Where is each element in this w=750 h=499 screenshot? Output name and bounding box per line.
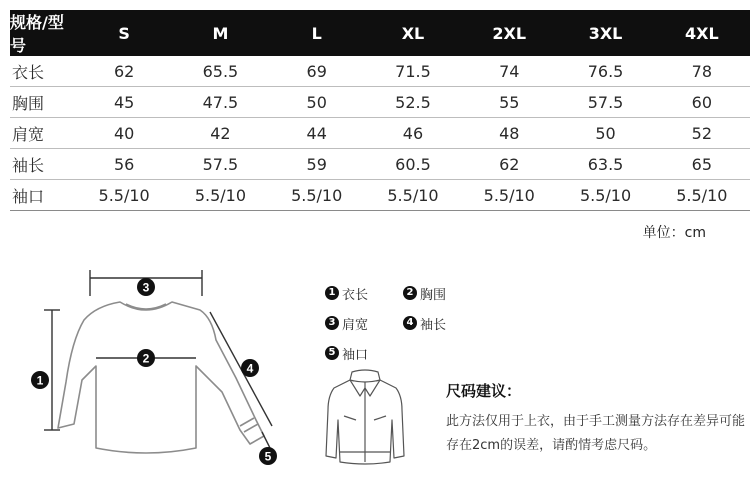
diagram-marker — [259, 447, 277, 465]
svg-text:1: 1 — [36, 373, 44, 388]
diagram-marker — [31, 371, 49, 389]
row-label: 肩宽 — [10, 118, 76, 149]
table-cell: 5.5/10 — [557, 180, 653, 211]
table-cell: 76.5 — [557, 56, 653, 87]
table-cell: 52.5 — [365, 87, 461, 118]
svg-text:5: 5 — [264, 449, 272, 464]
measurement-lines — [44, 270, 272, 448]
table-cell: 65 — [654, 149, 750, 180]
table-cell: 5.5/10 — [172, 180, 268, 211]
header-cell: 2XL — [461, 10, 557, 56]
table-cell: 45 — [76, 87, 172, 118]
table-cell: 56 — [76, 149, 172, 180]
table-cell: 44 — [269, 118, 365, 149]
table-cell: 5.5/10 — [654, 180, 750, 211]
row-label: 胸围 — [10, 87, 76, 118]
row-label: 袖口 — [10, 180, 76, 211]
diagram-marker — [137, 278, 155, 296]
table-cell: 59 — [269, 149, 365, 180]
table-row — [10, 149, 750, 180]
table-cell: 63.5 — [557, 149, 653, 180]
table-row — [10, 118, 750, 149]
table-cell: 74 — [461, 56, 557, 87]
table-cell: 55 — [461, 87, 557, 118]
row-label: 袖长 — [10, 149, 76, 180]
legend-label: 袖口 — [342, 347, 369, 363]
table-cell: 50 — [557, 118, 653, 149]
header-cell: XL — [365, 10, 461, 56]
table-cell: 71.5 — [365, 56, 461, 87]
header-cell: M — [172, 10, 268, 56]
table-cell: 5.5/10 — [76, 180, 172, 211]
svg-text:3: 3 — [142, 280, 150, 295]
table-row — [10, 56, 750, 87]
legend-item — [325, 284, 403, 303]
table-cell: 52 — [654, 118, 750, 149]
unit-label: 单位：cm — [642, 225, 706, 241]
table-row — [10, 87, 750, 118]
number-badge: 1 — [325, 286, 339, 300]
table-cell: 5.5/10 — [365, 180, 461, 211]
table-cell: 62 — [76, 56, 172, 87]
legend-item — [325, 314, 403, 333]
table-cell: 60.5 — [365, 149, 461, 180]
table-row — [10, 180, 750, 211]
shirt-outline — [58, 302, 264, 453]
header-cell: L — [269, 10, 365, 56]
legend-item — [403, 284, 481, 303]
table-cell: 78 — [654, 56, 750, 87]
diagram-marker — [137, 349, 155, 367]
legend-label: 胸围 — [420, 287, 447, 303]
header-cell: 4XL — [654, 10, 750, 56]
jacket-illustration — [322, 366, 408, 468]
table-cell: 57.5 — [557, 87, 653, 118]
table-cell: 69 — [269, 56, 365, 87]
number-badge: 4 — [403, 316, 417, 330]
svg-text:4: 4 — [246, 361, 254, 376]
header-cell: 规格/型号 — [10, 10, 76, 56]
table-cell: 42 — [172, 118, 268, 149]
diagram-marker — [241, 359, 259, 377]
table-cell: 5.5/10 — [461, 180, 557, 211]
table-cell: 5.5/10 — [269, 180, 365, 211]
number-badge: 5 — [325, 346, 339, 360]
number-badge: 2 — [403, 286, 417, 300]
legend-label: 袖长 — [420, 317, 447, 333]
table-cell: 48 — [461, 118, 557, 149]
table-cell: 47.5 — [172, 87, 268, 118]
size-advice-text: 此方法仅用于上衣，由于手工测量方法存在差异可能存在2cm的误差，请酌情考虑尺码。 — [446, 414, 746, 453]
table-cell: 46 — [365, 118, 461, 149]
table-cell: 65.5 — [172, 56, 268, 87]
header-cell: 3XL — [557, 10, 653, 56]
row-label: 衣长 — [10, 56, 76, 87]
legend-item — [403, 314, 481, 333]
shirt-measurement-diagram — [0, 260, 320, 490]
measurement-legend — [325, 278, 481, 368]
number-badge: 3 — [325, 316, 339, 330]
legend-item — [325, 344, 403, 363]
legend-label: 肩宽 — [342, 317, 369, 333]
table-cell: 62 — [461, 149, 557, 180]
table-cell: 60 — [654, 87, 750, 118]
table-cell: 57.5 — [172, 149, 268, 180]
size-chart-table — [10, 10, 750, 211]
table-cell: 50 — [269, 87, 365, 118]
legend-label: 衣长 — [342, 287, 369, 303]
header-cell: S — [76, 10, 172, 56]
table-cell: 40 — [76, 118, 172, 149]
svg-text:2: 2 — [142, 351, 150, 366]
size-advice-title: 尺码建议： — [446, 382, 522, 400]
table-header-row — [10, 10, 750, 56]
